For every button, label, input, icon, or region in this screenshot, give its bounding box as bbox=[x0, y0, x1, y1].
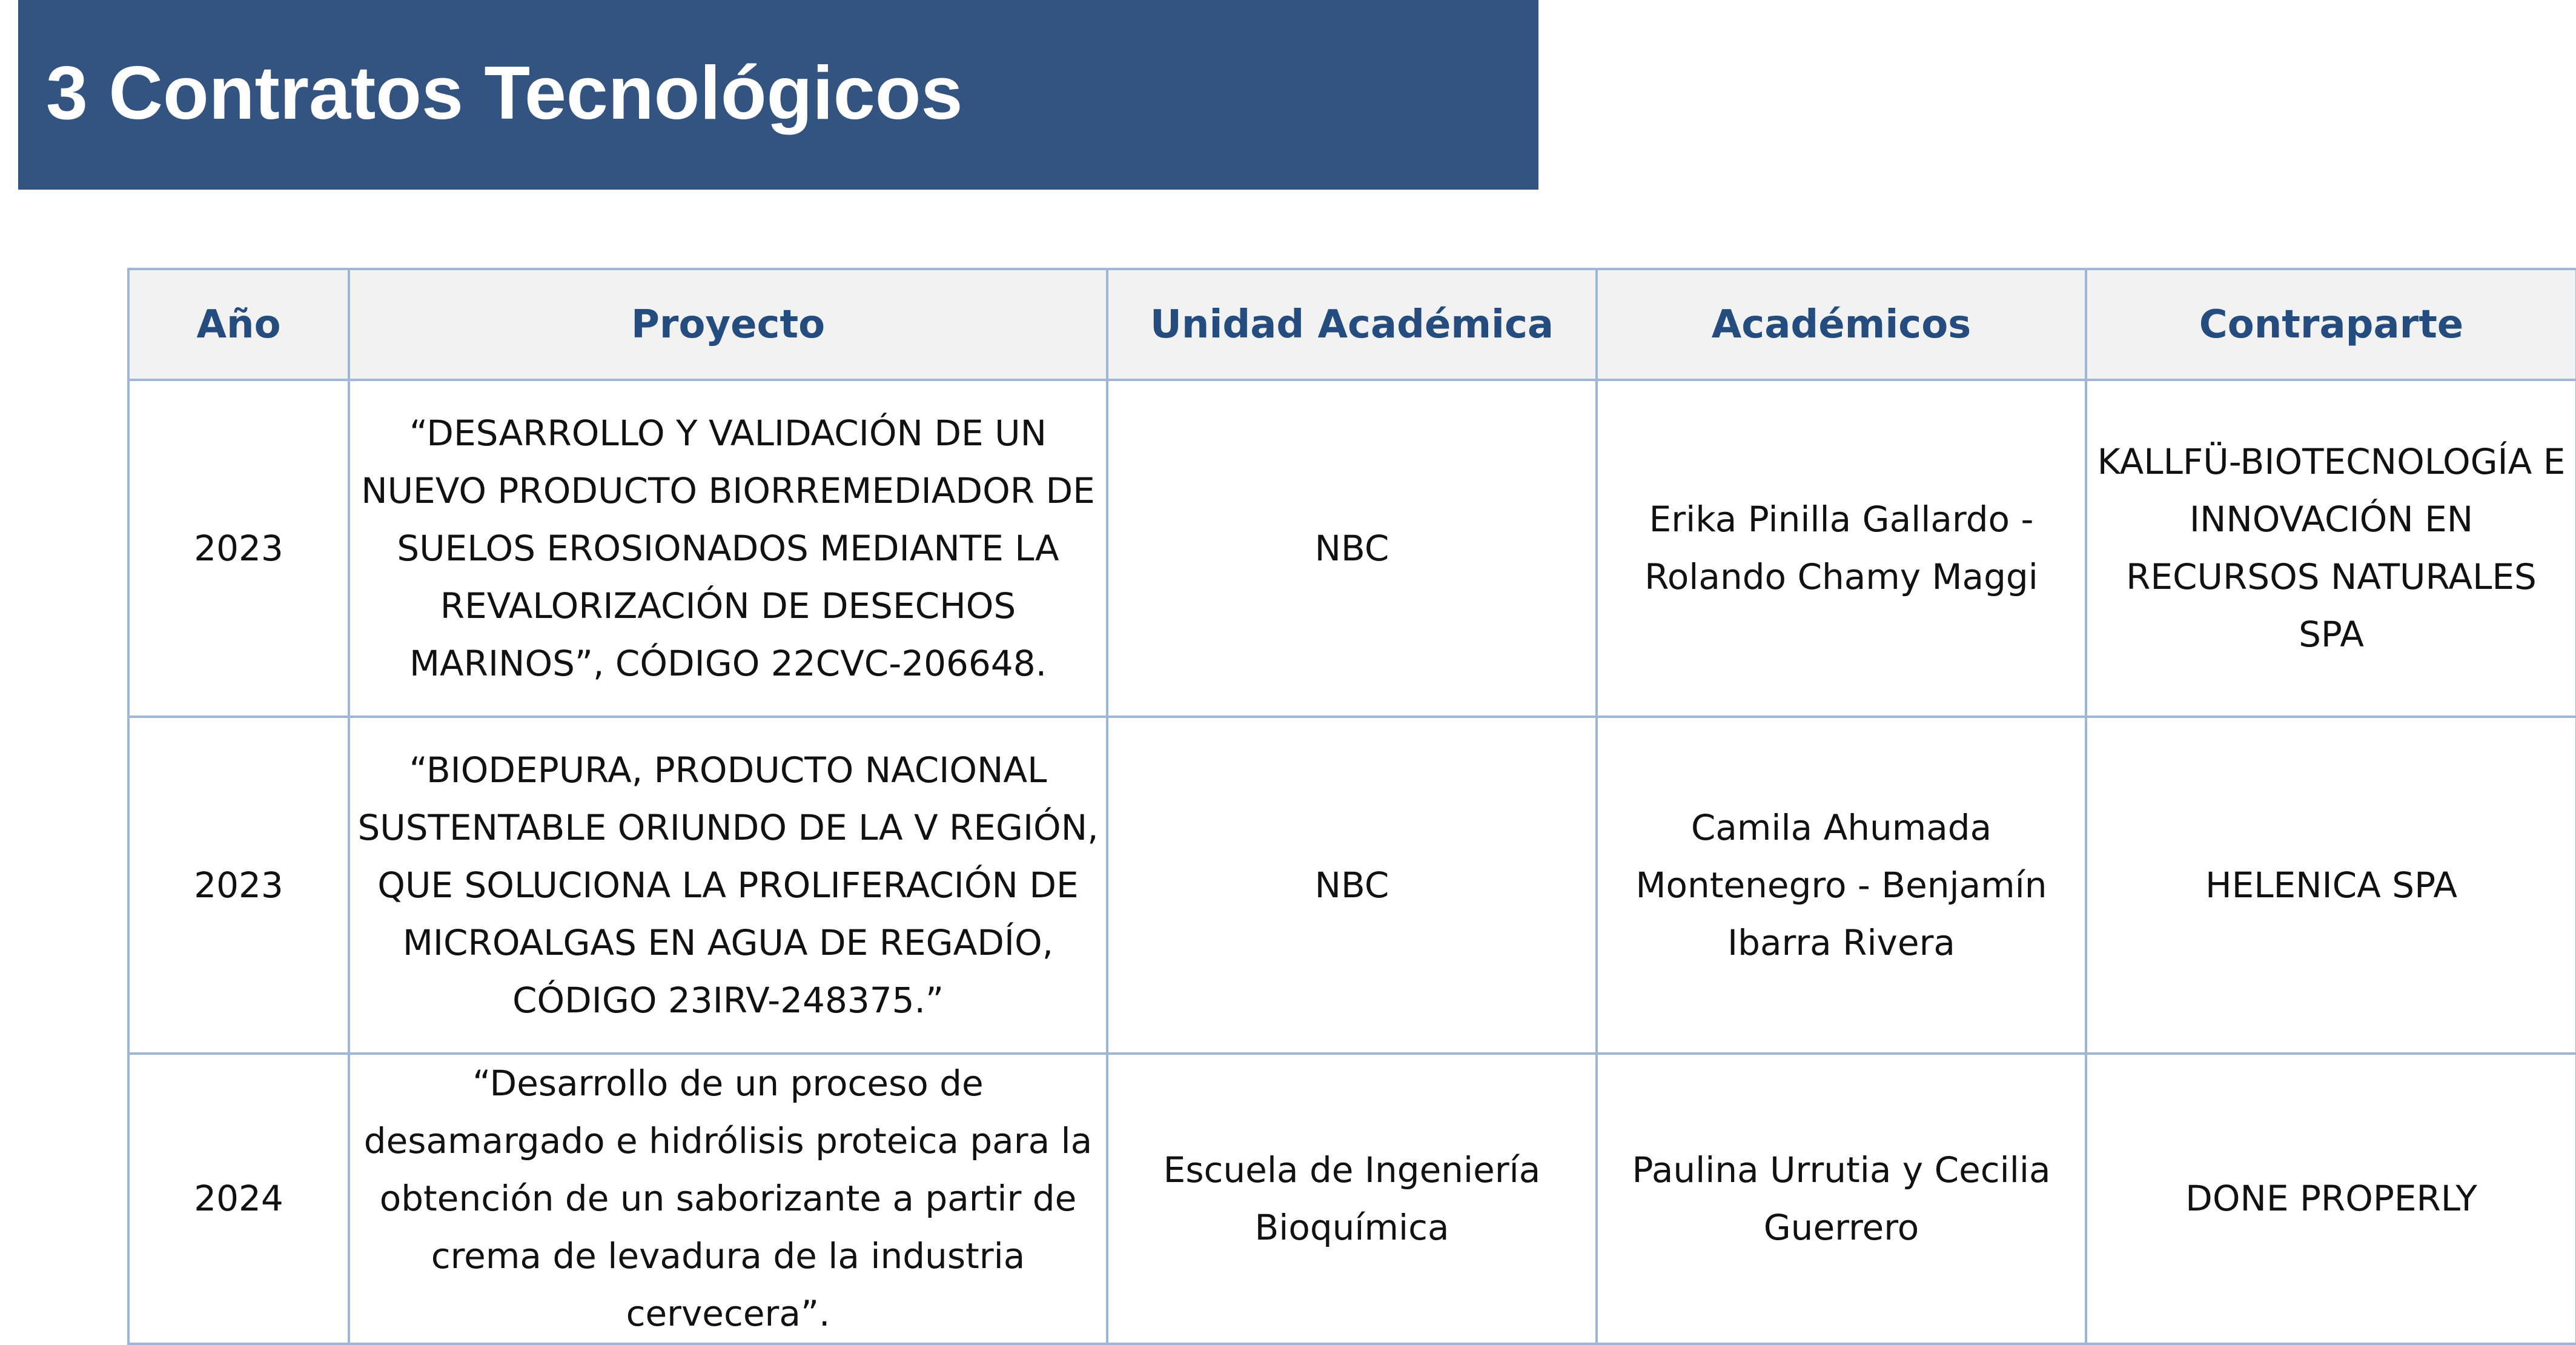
header-unit: Unidad Académica bbox=[1107, 269, 1597, 380]
contracts-table bbox=[127, 268, 2576, 1345]
cell-unit: Escuela de Ingeniería Bioquímica bbox=[1107, 1054, 1597, 1344]
title-banner bbox=[18, 0, 1538, 190]
cell-unit: NBC bbox=[1107, 380, 1597, 717]
cell-academics: Camila Ahumada Montenegro - Benjamín Ibarra Rivera bbox=[1597, 717, 2086, 1054]
page-title: 3 Contratos Tecnológicos bbox=[46, 51, 963, 135]
table-header-row bbox=[128, 269, 2576, 380]
header-counterpart: Contraparte bbox=[2086, 269, 2576, 380]
header-academics: Académicos bbox=[1597, 269, 2086, 380]
cell-year: 2023 bbox=[128, 380, 349, 717]
cell-counterpart: KALLFÜ-BIOTECNOLOGÍA E INNOVACIÓN EN RECURSOS NATURALES SPA bbox=[2086, 380, 2576, 717]
table-row bbox=[128, 380, 2576, 717]
cell-project: “Desarrollo de un proceso de desamargado e hidrólisis proteica para la obtención de un saborizante a partir de crema de levadura de la industria cervecera”. bbox=[349, 1054, 1107, 1344]
cell-project: “DESARROLLO Y VALIDACIÓN DE UN NUEVO PRODUCTO BIORREMEDIADOR DE SUELOS EROSIONADOS MEDIANTE LA REVALORIZACIÓN DE DESECHOS MARINOS”, CÓDIGO 22CVC-206648. bbox=[349, 380, 1107, 717]
table-row bbox=[128, 717, 2576, 1054]
cell-academics: Erika Pinilla Gallardo - Rolando Chamy Maggi bbox=[1597, 380, 2086, 717]
cell-academics: Paulina Urrutia y Cecilia Guerrero bbox=[1597, 1054, 2086, 1344]
header-year: Año bbox=[128, 269, 349, 380]
cell-counterpart: DONE PROPERLY bbox=[2086, 1054, 2576, 1344]
cell-unit: NBC bbox=[1107, 717, 1597, 1054]
cell-year: 2023 bbox=[128, 717, 349, 1054]
table-row bbox=[128, 1054, 2576, 1344]
cell-year: 2024 bbox=[128, 1054, 349, 1344]
header-project: Proyecto bbox=[349, 269, 1107, 380]
cell-project: “BIODEPURA, PRODUCTO NACIONAL SUSTENTABLE ORIUNDO DE LA V REGIÓN, QUE SOLUCIONA LA PROLIFERACIÓN DE MICROALGAS EN AGUA DE REGADÍO, CÓDIGO 23IRV-248375.” bbox=[349, 717, 1107, 1054]
cell-counterpart: HELENICA SPA bbox=[2086, 717, 2576, 1054]
